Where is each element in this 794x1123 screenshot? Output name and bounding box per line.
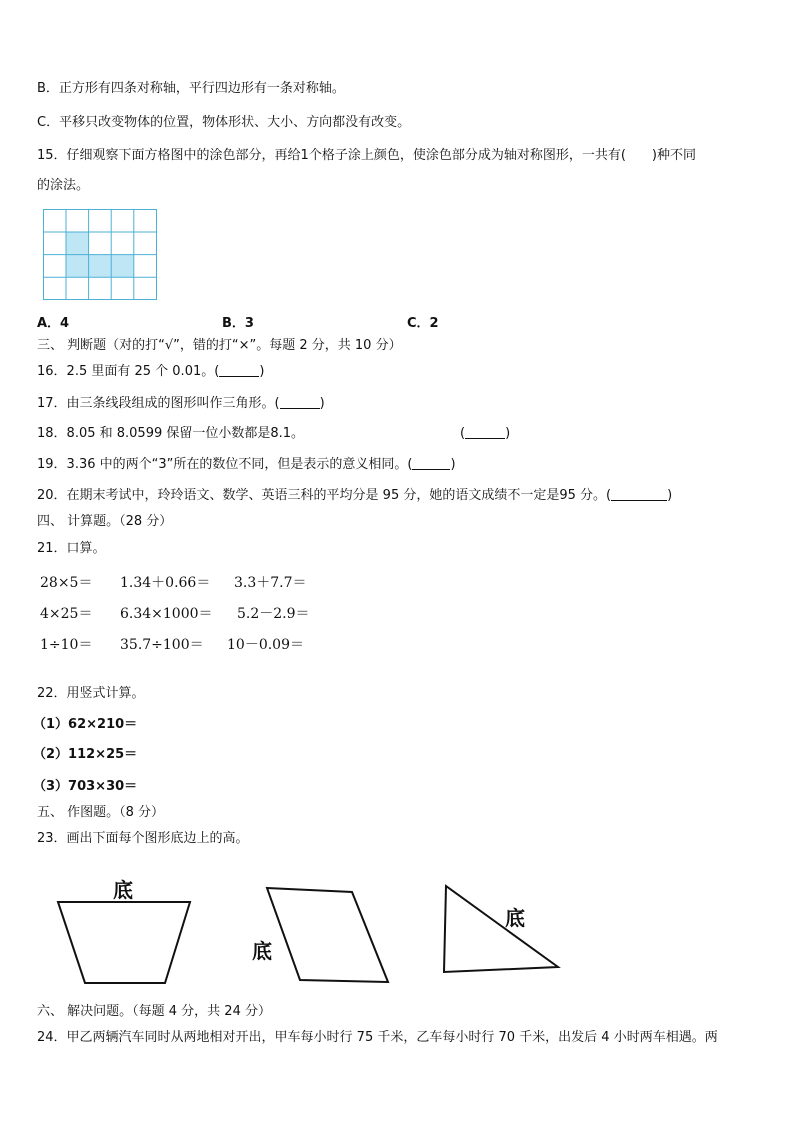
calc-item: 1÷10＝ — [40, 637, 93, 653]
option-c-text: C．平移只改变物体的位置，物体形状、大小、方向都没有改变。 — [37, 115, 411, 130]
section-5-heading: 五、 作图题。（8 分） — [37, 805, 165, 820]
question-18: 18．8.05 和 8.0599 保留一位小数都是8.1。 — [37, 426, 305, 441]
question-16: 16．2.5 里面有 25 个 0.01。( ) — [37, 364, 265, 379]
calc-item: 10－0.09＝ — [227, 637, 304, 653]
calc-item: 1.34＋0.66＝ — [120, 575, 211, 591]
calc-item: 6.34×1000＝ — [120, 606, 213, 622]
question-19: 19．3.36 中的两个“3”所在的数位不同，但是表示的意义相同。( ) — [37, 457, 456, 472]
q22-item: （3）703×30＝ — [33, 779, 138, 794]
shaded-cell — [89, 255, 112, 278]
triangle-figure — [440, 882, 564, 976]
section-4-heading: 四、 计算题。（28 分） — [37, 514, 173, 529]
calc-item: 28×5＝ — [40, 575, 93, 591]
question-21: 21．口算。 — [37, 541, 106, 556]
section-6-heading: 六、 解决问题。（每题 4 分，共 24 分） — [37, 1004, 271, 1019]
q15-option-b: B．3 — [222, 316, 254, 331]
q15-option-c: C．2 — [407, 316, 439, 331]
section-3-heading: 三、 判断题（对的打“√”，错的打“×”。每题 2 分，共 10 分） — [37, 338, 402, 353]
shaded-cell — [111, 255, 134, 278]
triangle-base-label: 底 — [505, 906, 525, 930]
parallelogram-base-label: 底 — [252, 939, 272, 963]
shaded-cell — [66, 232, 89, 255]
q22-item: （1）62×210＝ — [33, 717, 138, 732]
question-24: 24．甲乙两辆汽车同时从两地相对开出，甲车每小时行 75 千米，乙车每小时行 70 千米，出发后 4 小时两车相遇。两 — [37, 1030, 718, 1045]
calc-item: 3.3＋7.7＝ — [234, 575, 307, 591]
q15-grid-figure — [43, 209, 159, 301]
trapezoid-base-label: 底 — [113, 878, 133, 902]
question-17: 17．由三条线段组成的图形叫作三角形。( ) — [37, 396, 325, 411]
question-15-text-cont: 的涂法。 — [37, 178, 90, 193]
shaded-cell — [66, 255, 89, 278]
calc-item: 35.7÷100＝ — [120, 637, 204, 653]
parallelogram-figure — [262, 882, 394, 992]
question-22: 22．用竖式计算。 — [37, 686, 145, 701]
calc-item: 4×25＝ — [40, 606, 93, 622]
calc-item: 5.2－2.9＝ — [237, 606, 310, 622]
option-b-text: B．正方形有四条对称轴，平行四边形有一条对称轴。 — [37, 81, 345, 96]
q15-option-a: A．4 — [37, 316, 70, 331]
question-15-text: 15．仔细观察下面方格图中的涂色部分，再给1个格子涂上颜色，使涂色部分成为轴对称图形，一共有( )种不同 — [37, 148, 696, 163]
question-23: 23．画出下面每个图形底边上的高。 — [37, 831, 249, 846]
question-20: 20．在期末考试中，玲玲语文、数学、英语三科的平均分是 95 分，她的语文成绩不一定是95 分。( ) — [37, 488, 673, 503]
q22-item: （2）112×25＝ — [33, 747, 138, 762]
question-18-answer-blank: ( ) — [460, 426, 511, 441]
